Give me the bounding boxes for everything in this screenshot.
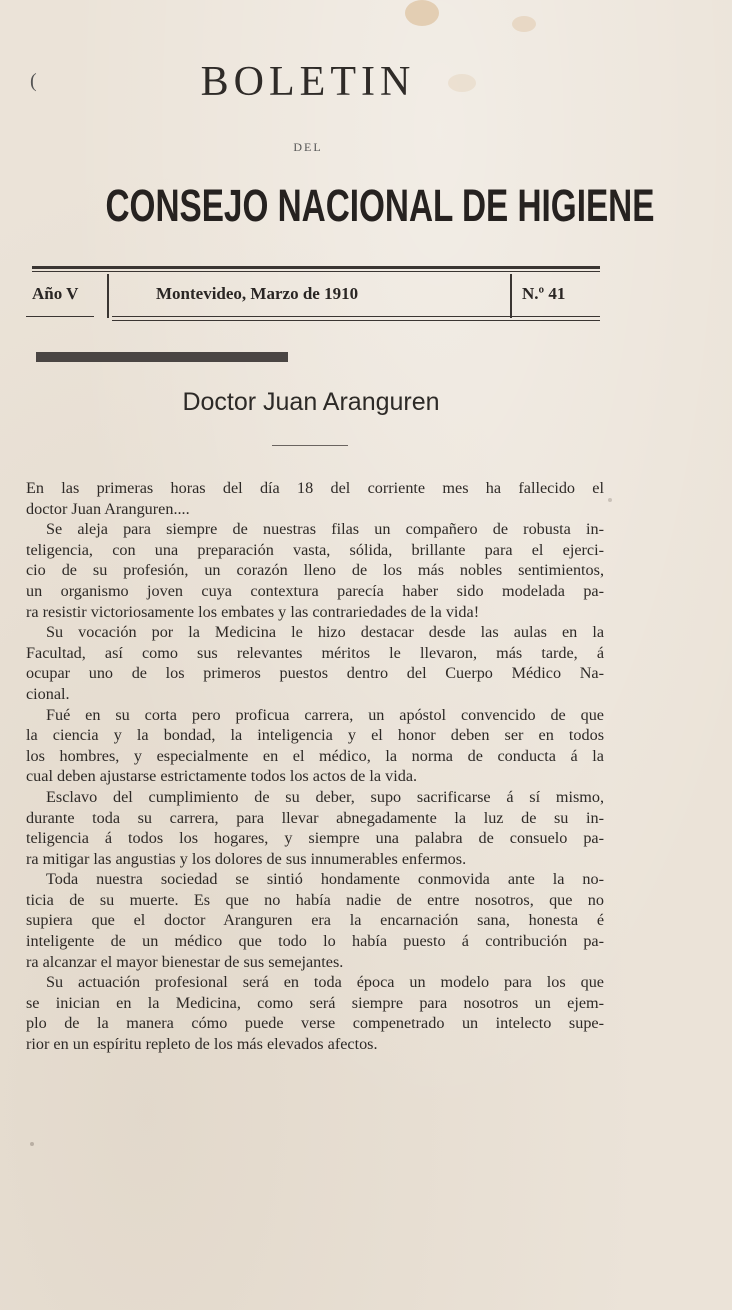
paper-speck <box>608 498 612 502</box>
article-line: los hombres, y especialmente en el médico, la norma de conducta á la <box>26 746 604 765</box>
article-line: Su vocación por la Medicina le hizo destacar desde las aulas en la <box>46 623 604 642</box>
article-line: plo de la manera cómo puede verse compenetrado un intelecto supe- <box>26 1014 604 1033</box>
masthead-top-thin-rule <box>32 271 600 272</box>
paper-stain <box>512 16 536 32</box>
section-bar <box>36 352 288 362</box>
year-label: Año V <box>32 284 79 303</box>
place-date-label: Montevideo, Marzo de 1910 <box>156 284 359 303</box>
title-connector: DEL <box>293 140 323 154</box>
article-title: Doctor Juan Aranguren <box>182 388 440 416</box>
paper-stain <box>405 0 439 26</box>
article-line: cional. <box>26 684 70 703</box>
article-line: supiera que el doctor Aranguren era la encarnación sana, honesta é <box>26 911 604 930</box>
article-line: teligencia, con una preparación vasta, sólida, brillante para el ejerci- <box>26 540 604 559</box>
title-underline <box>272 445 348 446</box>
article-line: inteligente de un médico que todo lo había puesto á contribución pa- <box>26 932 604 951</box>
article-line: durante toda su carrera, para llevar abnegadamente la luz de su in- <box>26 808 604 827</box>
article-body <box>26 478 604 1055</box>
article-line: Su actuación profesional será en toda época un modelo para los que <box>46 973 604 992</box>
article-line: ocupar uno de los primeros puestos dentro del Cuerpo Médico Na- <box>26 664 604 683</box>
article-line: Fué en su corta pero proficua carrera, un apóstol convencido de que <box>46 705 604 724</box>
article-line: doctor Juan Aranguren.... <box>26 499 190 518</box>
article-line: teligencia á todos los hogares, y siempre una palabra de consuelo pa- <box>26 829 604 848</box>
article-line: cio de su profesión, un corazón lleno de los más nobles sentimientos, <box>26 561 604 580</box>
divider-left <box>107 274 109 318</box>
masthead-top-rule <box>32 266 600 269</box>
paper-speck <box>30 1142 34 1146</box>
divider-right <box>510 274 512 318</box>
article-line: En las primeras horas del día 18 del corriente mes ha fallecido el <box>26 479 604 497</box>
article-line: Esclavo del cumplimiento de su deber, supo sacrificarse á sí mismo, <box>46 787 604 806</box>
masthead-bottom-rule <box>112 316 600 317</box>
article-line: cual deben ajustarse estrictamente todos los actos de la vida. <box>26 767 418 786</box>
issue-number-label: N.º 41 <box>522 284 566 303</box>
bulletin-title: BOLETIN <box>200 59 416 105</box>
organization-title: CONSEJO NACIONAL DE HIGIENE <box>105 180 655 231</box>
article-line: ra resistir victoriosamente los embates y las contrariedades de la vida! <box>26 602 480 621</box>
masthead-under-year <box>26 316 94 317</box>
article-line: Facultad, así como sus relevantes méritos le llevaron, más tarde, á <box>26 643 604 662</box>
article-line: ticia de su muerte. Es que no había nadie de entre nosotros, que no <box>26 890 604 909</box>
article-line: un organismo joven cuya contextura parecía haber sido modelada pa- <box>26 581 604 600</box>
article-line: ra mitigar las angustias y los dolores de sus innumerables enfermos. <box>26 849 467 868</box>
article-line: la ciencia y la bondad, la inteligencia y el honor deben ser en todos <box>26 726 604 745</box>
masthead-under-date <box>112 320 600 321</box>
margin-mark: ( <box>30 70 37 92</box>
article-line: Se aleja para siempre de nuestras filas un compañero de robusta in- <box>46 520 604 539</box>
article-line: Toda nuestra sociedad se sintió hondamente conmovida ante la no- <box>46 870 604 889</box>
article-line: ra alcanzar el mayor bienestar de sus semejantes. <box>26 952 344 971</box>
article-line: rior en un espíritu repleto de los más elevados afectos. <box>26 1035 378 1054</box>
article-line: se inician en la Medicina, como será siempre para nosotros un ejem- <box>26 993 604 1012</box>
